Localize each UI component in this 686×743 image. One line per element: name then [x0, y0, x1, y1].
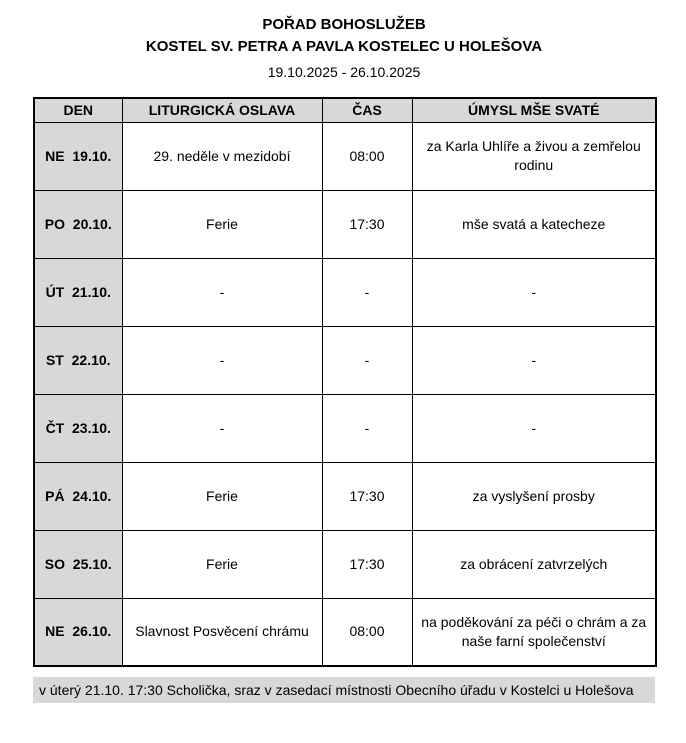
table-row — [34, 598, 656, 666]
table-row — [34, 258, 656, 326]
time-cell: 17:30 — [322, 190, 412, 258]
table-row — [34, 326, 656, 394]
celebration-cell: Ferie — [122, 530, 322, 598]
celebration-cell: - — [122, 258, 322, 326]
time-cell: - — [322, 326, 412, 394]
time-cell: 17:30 — [322, 462, 412, 530]
date-range: 19.10.2025 - 26.10.2025 — [267, 64, 421, 80]
intention-cell: mše svatá a katecheze — [412, 190, 656, 258]
intention-cell: - — [412, 258, 656, 326]
day-cell: SO 25.10. — [34, 530, 122, 598]
celebration-cell: 29. neděle v mezidobí — [122, 122, 322, 190]
intention-cell: za obrácení zatvrzelých — [412, 530, 656, 598]
day-cell: NE 19.10. — [34, 122, 122, 190]
table-row — [34, 530, 656, 598]
column-header-den: DEN — [34, 98, 122, 122]
page-title: POŘAD BOHOSLUŽEB — [262, 16, 426, 33]
column-header-cas: ČAS — [322, 98, 412, 122]
intention-cell: - — [412, 394, 656, 462]
table-header-row — [34, 98, 656, 122]
day-cell: ČT 23.10. — [34, 394, 122, 462]
time-cell: - — [322, 258, 412, 326]
table-row — [34, 462, 656, 530]
time-cell: 08:00 — [322, 122, 412, 190]
column-header-liturgicka-oslava: LITURGICKÁ OSLAVA — [122, 98, 322, 122]
day-cell: PÁ 24.10. — [34, 462, 122, 530]
schedule-table — [33, 97, 657, 667]
celebration-cell: Ferie — [122, 462, 322, 530]
table-row — [34, 394, 656, 462]
day-cell: ST 22.10. — [34, 326, 122, 394]
page-subtitle: KOSTEL SV. PETRA A PAVLA KOSTELEC U HOLEŠOVA — [145, 38, 543, 55]
intention-cell: za Karla Uhlíře a živou a zemřelou rodinu — [412, 122, 656, 190]
celebration-cell: Ferie — [122, 190, 322, 258]
celebration-cell: - — [122, 394, 322, 462]
day-cell: PO 20.10. — [34, 190, 122, 258]
footer-note: v úterý 21.10. 17:30 Scholička, sraz v zasedací místnosti Obecního úřadu v Kostelci u Holešova — [33, 677, 655, 703]
time-cell: 08:00 — [322, 598, 412, 666]
table-row — [34, 122, 656, 190]
celebration-cell: Slavnost Posvěcení chrámu — [122, 598, 322, 666]
time-cell: - — [322, 394, 412, 462]
document-header — [33, 14, 655, 83]
day-cell: ÚT 21.10. — [34, 258, 122, 326]
time-cell: 17:30 — [322, 530, 412, 598]
intention-cell: na poděkování za péči o chrám a za naše farní společenství — [412, 598, 656, 666]
intention-cell: za vyslyšení prosby — [412, 462, 656, 530]
celebration-cell: - — [122, 326, 322, 394]
day-cell: NE 26.10. — [34, 598, 122, 666]
table-row — [34, 190, 656, 258]
column-header-umysl: ÚMYSL MŠE SVATÉ — [412, 98, 656, 122]
intention-cell: - — [412, 326, 656, 394]
